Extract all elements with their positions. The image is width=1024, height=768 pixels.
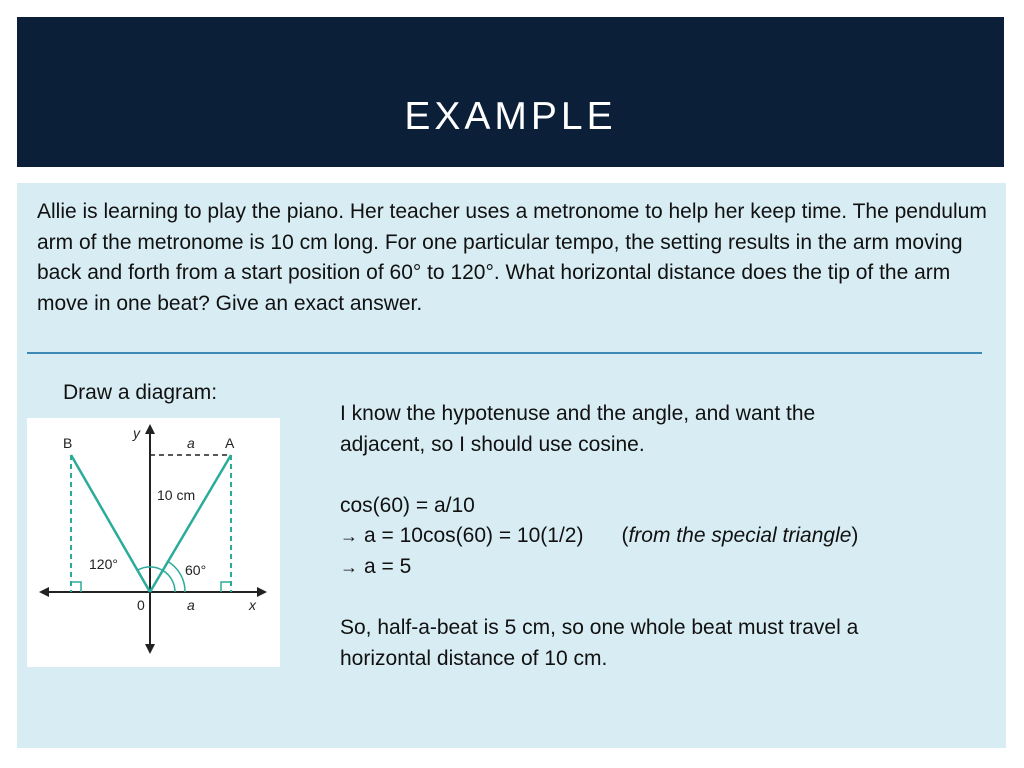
label-angle-120: 120°	[89, 556, 118, 572]
diagram-svg	[27, 418, 280, 667]
title-bar	[17, 17, 1004, 167]
solution-line-6: So, half-a-beat is 5 cm, so one whole beat must travel a	[340, 616, 859, 640]
arrow-icon: →	[340, 526, 358, 547]
x-axis-left-arrow	[39, 587, 49, 597]
label-a-top: a	[187, 435, 195, 451]
solution-line-1: I know the hypotenuse and the angle, and want the	[340, 402, 816, 425]
blank-line	[340, 460, 1000, 491]
label-length: 10 cm	[157, 487, 196, 503]
solution	[340, 399, 1000, 674]
label-y: y	[133, 425, 140, 441]
page-title: EXAMPLE	[404, 95, 617, 138]
label-x: x	[249, 597, 256, 613]
label-angle-60: 60°	[185, 562, 207, 578]
solution-line-7: horizontal distance of 10 cm.	[340, 646, 608, 670]
note-open: (	[621, 524, 629, 548]
arrow-icon: →	[340, 556, 358, 577]
label-b: B	[63, 435, 73, 451]
right-angle-right	[221, 582, 231, 592]
diagram-prompt: Draw a diagram:	[63, 381, 218, 404]
y-axis-top-arrow	[145, 424, 155, 434]
solution-line-4-text: a = 10cos(60) = 10(1/2)	[364, 524, 584, 548]
solution-line-4	[340, 521, 1000, 552]
special-triangle-note: from the special triangle	[628, 524, 852, 548]
right-angle-left	[71, 582, 81, 592]
solution-line-5-text: a = 5	[364, 554, 412, 578]
solution-line-2: adjacent, so I should use cosine.	[340, 432, 645, 456]
divider	[27, 352, 982, 354]
metronome-diagram	[27, 418, 280, 667]
solution-line-5	[340, 552, 1000, 583]
label-a-bottom: a	[187, 597, 195, 613]
solution-line-3: cos(60) = a/10	[340, 493, 475, 517]
label-a-point: A	[225, 435, 235, 451]
label-origin: 0	[137, 597, 145, 613]
note-close: )	[851, 524, 859, 548]
problem-statement: Allie is learning to play the piano. Her teacher uses a metronome to help her keep time. The pendulum arm of the metronome is 10 cm long. For one particular tempo, the setting results in the arm moving back and forth from a start position of 60° to 120°. What horizontal distance does the tip of the arm move in one beat? Give an exact answer.	[37, 200, 987, 315]
x-axis-right-arrow	[257, 587, 267, 597]
blank-line	[340, 583, 1000, 614]
y-axis-bottom-arrow	[145, 644, 155, 654]
